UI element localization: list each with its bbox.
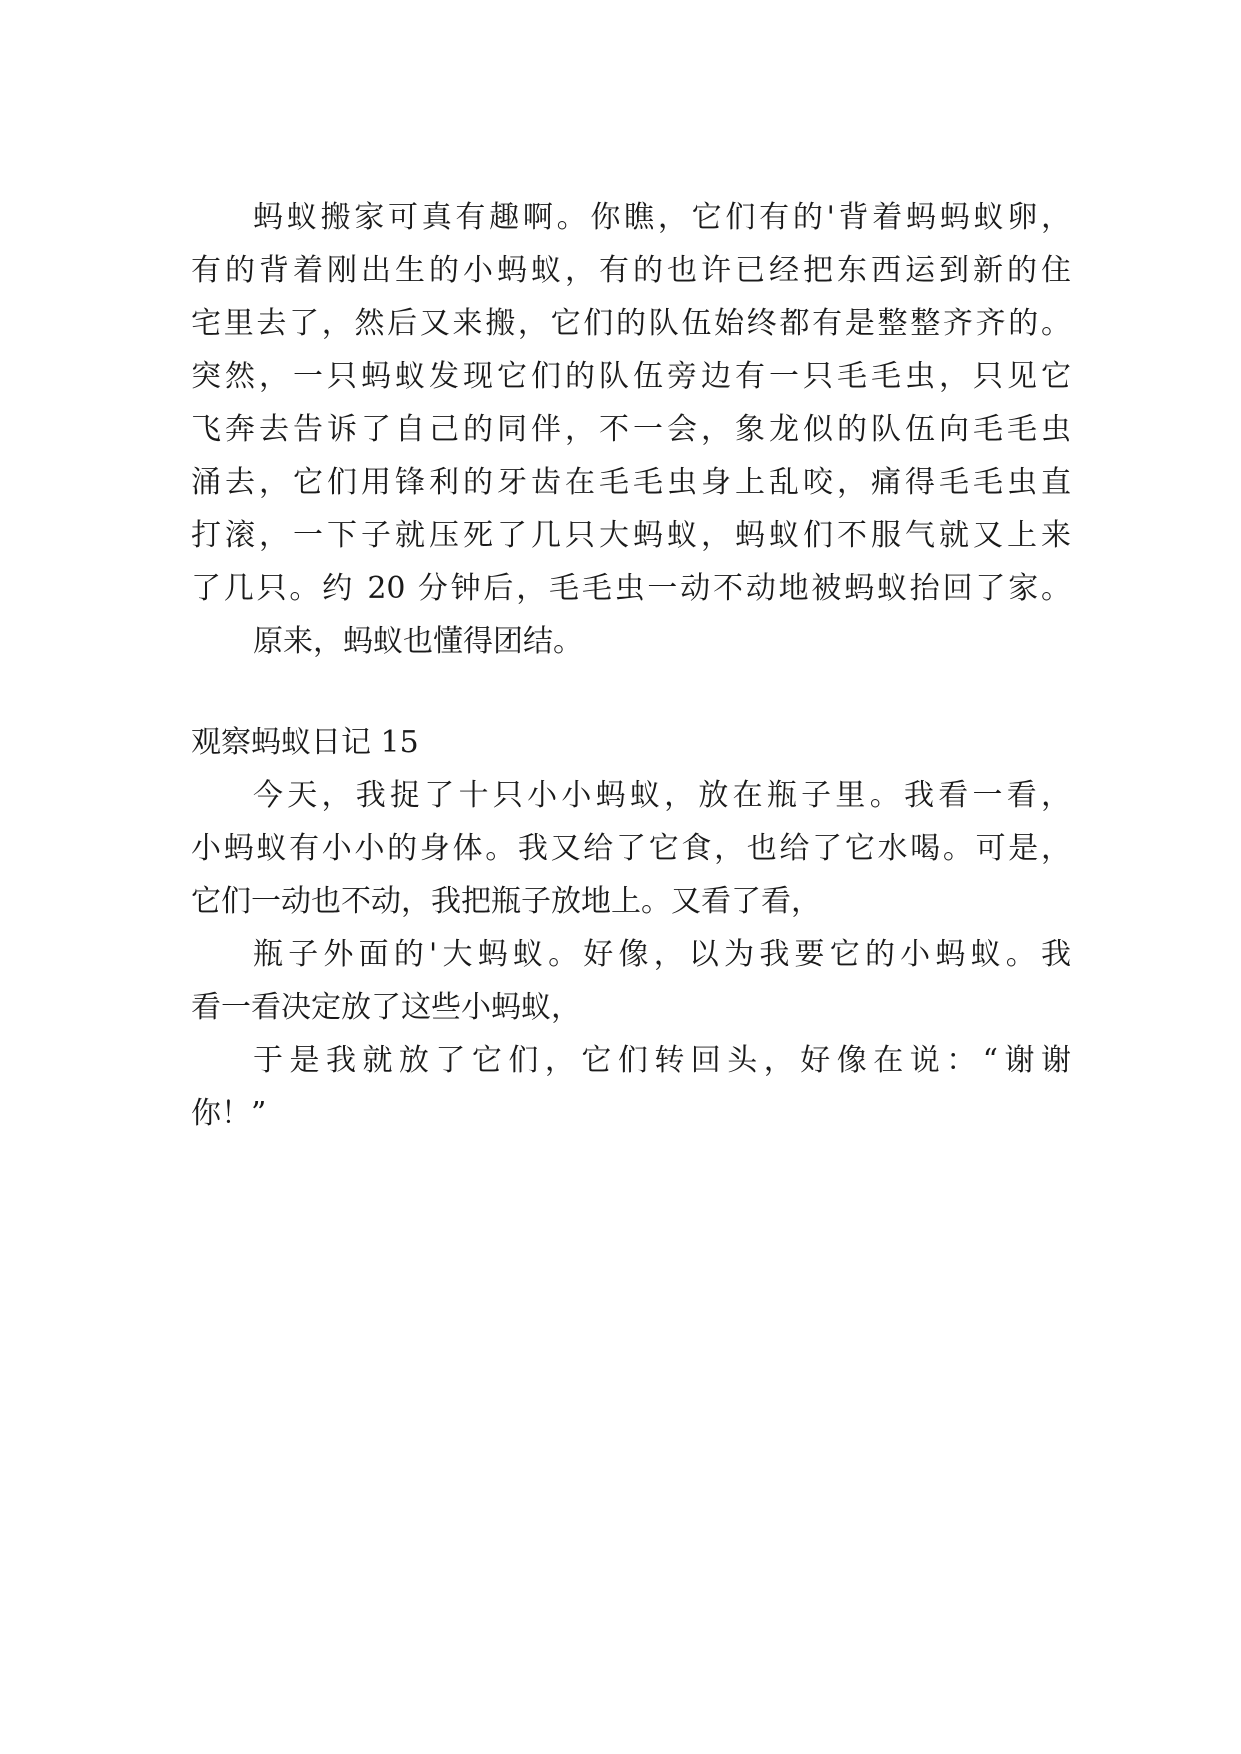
section1-para1-line5: 飞奔去告诉了自己的同伴，不一会，象龙似的队伍向毛毛虫 (191, 412, 1071, 447)
section1-para1-line6: 涌去，它们用锋利的牙齿在毛毛虫身上乱咬，痛得毛毛虫直 (191, 465, 1071, 500)
section2-para1-line3: 它们一动也不动，我把瓶子放地上。又看了看， (191, 884, 821, 919)
section1-para1-line3: 宅里去了，然后又来搬，它们的队伍始终都有是整整齐齐的。 (191, 306, 1071, 341)
section2-para1-line1: 今天，我捉了十只小小蚂蚁，放在瓶子里。我看一看， (253, 778, 1071, 813)
section1-para2: 原来，蚂蚁也懂得团结。 (253, 624, 583, 659)
section1-para1-line2: 有的背着刚出生的小蚂蚁，有的也许已经把东西运到新的住 (191, 253, 1071, 288)
section1-para1-line7: 打滚，一下子就压死了几只大蚂蚁，蚂蚁们不服气就又上来 (191, 518, 1071, 553)
section2-title: 观察蚂蚁日记 15 (191, 725, 419, 760)
section2-para3-line1: 于是我就放了它们，它们转回头，好像在说：“谢谢 (253, 1043, 1071, 1078)
section2-para3-line2: 你！” (191, 1096, 267, 1131)
section1-para1-line1: 蚂蚁搬家可真有趣啊。你瞧，它们有的'背着蚂蚂蚁卵， (253, 200, 1071, 235)
section2-para2-line1: 瓶子外面的'大蚂蚁。好像，以为我要它的小蚂蚁。我 (253, 937, 1071, 972)
section1-para1-line8: 了几只。约 20 分钟后，毛毛虫一动不动地被蚂蚁抬回了家。 (191, 571, 1071, 606)
section2-para1-line2: 小蚂蚁有小小的身体。我又给了它食，也给了它水喝。可是， (191, 831, 1071, 866)
section1-para1-line4: 突然，一只蚂蚁发现它们的队伍旁边有一只毛毛虫，只见它 (191, 359, 1071, 394)
section2-para2-line2: 看一看决定放了这些小蚂蚁， (191, 990, 581, 1025)
